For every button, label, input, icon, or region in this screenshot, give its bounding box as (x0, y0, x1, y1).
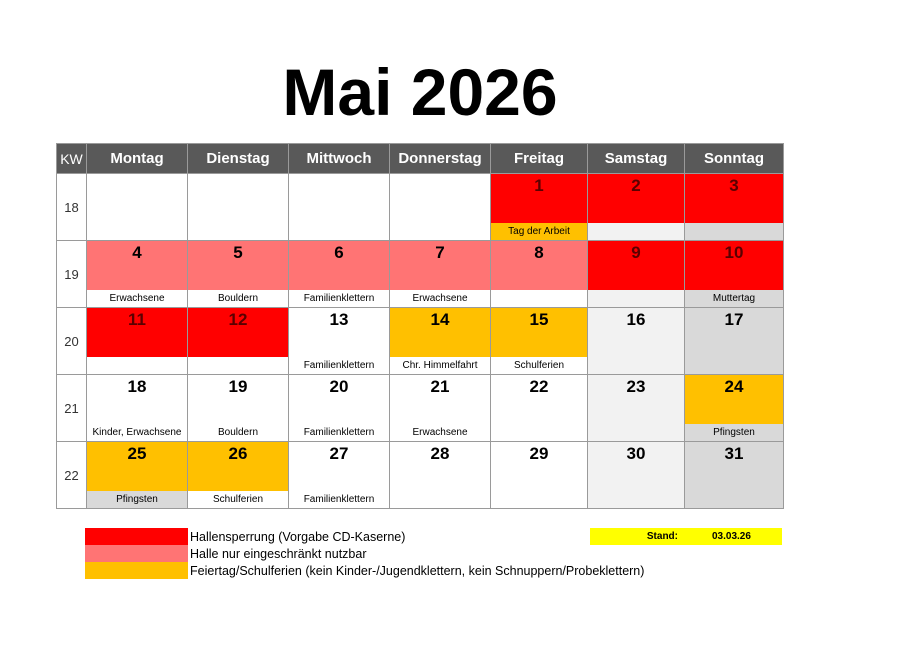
day-note: Tag der Arbeit (491, 223, 587, 240)
day-cell (289, 442, 390, 509)
day-cell (87, 442, 188, 509)
day-cell (588, 375, 685, 442)
day-note (390, 223, 490, 240)
day-note: Bouldern (188, 290, 288, 307)
day-cell (491, 442, 588, 509)
day-number: 6 (289, 241, 389, 290)
day-note (491, 424, 587, 441)
day-note (188, 357, 288, 374)
day-note: Erwachsene (87, 290, 187, 307)
day-number: 5 (188, 241, 288, 290)
day-cell (188, 442, 289, 509)
week-number: 19 (57, 241, 87, 308)
day-cell (87, 308, 188, 375)
day-note (87, 357, 187, 374)
day-cell (289, 308, 390, 375)
day-header-donnerstag: Donnerstag (390, 144, 491, 174)
day-header-montag: Montag (87, 144, 188, 174)
day-number: 24 (685, 375, 783, 424)
day-cell (390, 174, 491, 241)
day-number: 8 (491, 241, 587, 290)
day-note: Familienklettern (289, 424, 389, 441)
day-number (87, 174, 187, 223)
day-note (685, 223, 783, 240)
day-cell (491, 174, 588, 241)
day-number: 28 (390, 442, 490, 491)
day-number: 4 (87, 241, 187, 290)
day-note (588, 491, 684, 508)
day-header-dienstag: Dienstag (188, 144, 289, 174)
day-note (289, 223, 389, 240)
day-header-mittwoch: Mittwoch (289, 144, 390, 174)
day-note (685, 491, 783, 508)
day-number: 1 (491, 174, 587, 223)
legend-label: Halle nur eingeschränkt nutzbar (190, 546, 367, 561)
day-cell (87, 241, 188, 308)
day-cell (289, 375, 390, 442)
day-note: Familienklettern (289, 491, 389, 508)
day-number: 26 (188, 442, 288, 491)
week-number: 18 (57, 174, 87, 241)
day-cell (491, 308, 588, 375)
day-note (588, 290, 684, 307)
day-number: 21 (390, 375, 490, 424)
legend-swatch-orange (85, 562, 188, 579)
day-number: 20 (289, 375, 389, 424)
day-cell (188, 375, 289, 442)
day-number: 19 (188, 375, 288, 424)
day-cell (188, 241, 289, 308)
day-cell (588, 241, 685, 308)
day-number: 30 (588, 442, 684, 491)
day-note (87, 223, 187, 240)
day-note (188, 223, 288, 240)
day-cell (491, 241, 588, 308)
day-number: 12 (188, 308, 288, 357)
day-number: 25 (87, 442, 187, 491)
day-note: Pfingsten (685, 424, 783, 441)
day-number: 14 (390, 308, 490, 357)
day-cell (685, 442, 784, 509)
day-note: Familienklettern (289, 357, 389, 374)
day-cell (289, 241, 390, 308)
day-header-freitag: Freitag (491, 144, 588, 174)
week-number: 22 (57, 442, 87, 509)
day-number: 9 (588, 241, 684, 290)
day-note: Pfingsten (87, 491, 187, 508)
day-number: 11 (87, 308, 187, 357)
day-header-sonntag: Sonntag (685, 144, 784, 174)
day-note: Schulferien (188, 491, 288, 508)
legend-swatch-pink (85, 545, 188, 562)
legend-label: Feiertag/Schulferien (kein Kinder-/Jugendklettern, kein Schnuppern/Probeklettern) (190, 563, 645, 578)
legend-swatch-red (85, 528, 188, 545)
day-note: Kinder, Erwachsene (87, 424, 187, 441)
day-note (491, 491, 587, 508)
day-cell (188, 308, 289, 375)
day-note: Familienklettern (289, 290, 389, 307)
day-cell (588, 442, 685, 509)
day-cell (390, 442, 491, 509)
day-cell (491, 375, 588, 442)
day-number: 17 (685, 308, 783, 357)
kw-header: KW (57, 144, 87, 174)
day-note (685, 357, 783, 374)
day-cell (588, 174, 685, 241)
legend-label: Hallensperrung (Vorgabe CD-Kaserne) (190, 529, 406, 544)
day-number: 27 (289, 442, 389, 491)
day-note: Erwachsene (390, 290, 490, 307)
day-note: Muttertag (685, 290, 783, 307)
day-note (588, 223, 684, 240)
day-number: 10 (685, 241, 783, 290)
day-number: 2 (588, 174, 684, 223)
legend-item (85, 528, 644, 545)
legend-item (85, 562, 644, 579)
day-note (588, 357, 684, 374)
day-number (289, 174, 389, 223)
day-number: 13 (289, 308, 389, 357)
week-row (57, 308, 784, 375)
day-number: 15 (491, 308, 587, 357)
day-number: 7 (390, 241, 490, 290)
day-number (390, 174, 490, 223)
legend-item (85, 545, 644, 562)
day-cell (588, 308, 685, 375)
day-header-samstag: Samstag (588, 144, 685, 174)
day-note: Chr. Himmelfahrt (390, 357, 490, 374)
legend (85, 528, 644, 579)
day-note: Schulferien (491, 357, 587, 374)
day-cell (685, 174, 784, 241)
day-cell (289, 174, 390, 241)
day-number: 31 (685, 442, 783, 491)
day-number: 23 (588, 375, 684, 424)
stand-box (590, 528, 782, 545)
stand-label: Stand: (646, 531, 678, 542)
day-note (390, 491, 490, 508)
day-cell (685, 308, 784, 375)
week-row (57, 241, 784, 308)
page-title: Mai 2026 (282, 55, 558, 129)
week-row (57, 174, 784, 241)
day-number: 3 (685, 174, 783, 223)
day-number: 18 (87, 375, 187, 424)
header-row (57, 144, 784, 174)
day-number: 16 (588, 308, 684, 357)
week-row (57, 375, 784, 442)
calendar-table (56, 143, 784, 509)
stand-date: 03.03.26 (712, 531, 751, 542)
day-cell (390, 375, 491, 442)
day-note (491, 290, 587, 307)
day-note: Bouldern (188, 424, 288, 441)
day-note (588, 424, 684, 441)
week-number: 20 (57, 308, 87, 375)
week-row (57, 442, 784, 509)
day-cell (188, 174, 289, 241)
day-note: Erwachsene (390, 424, 490, 441)
day-number: 29 (491, 442, 587, 491)
week-number: 21 (57, 375, 87, 442)
day-cell (390, 308, 491, 375)
calendar-body (57, 174, 784, 509)
day-number: 22 (491, 375, 587, 424)
day-number (188, 174, 288, 223)
day-cell (87, 375, 188, 442)
day-cell (685, 375, 784, 442)
day-cell (87, 174, 188, 241)
day-cell (685, 241, 784, 308)
day-cell (390, 241, 491, 308)
